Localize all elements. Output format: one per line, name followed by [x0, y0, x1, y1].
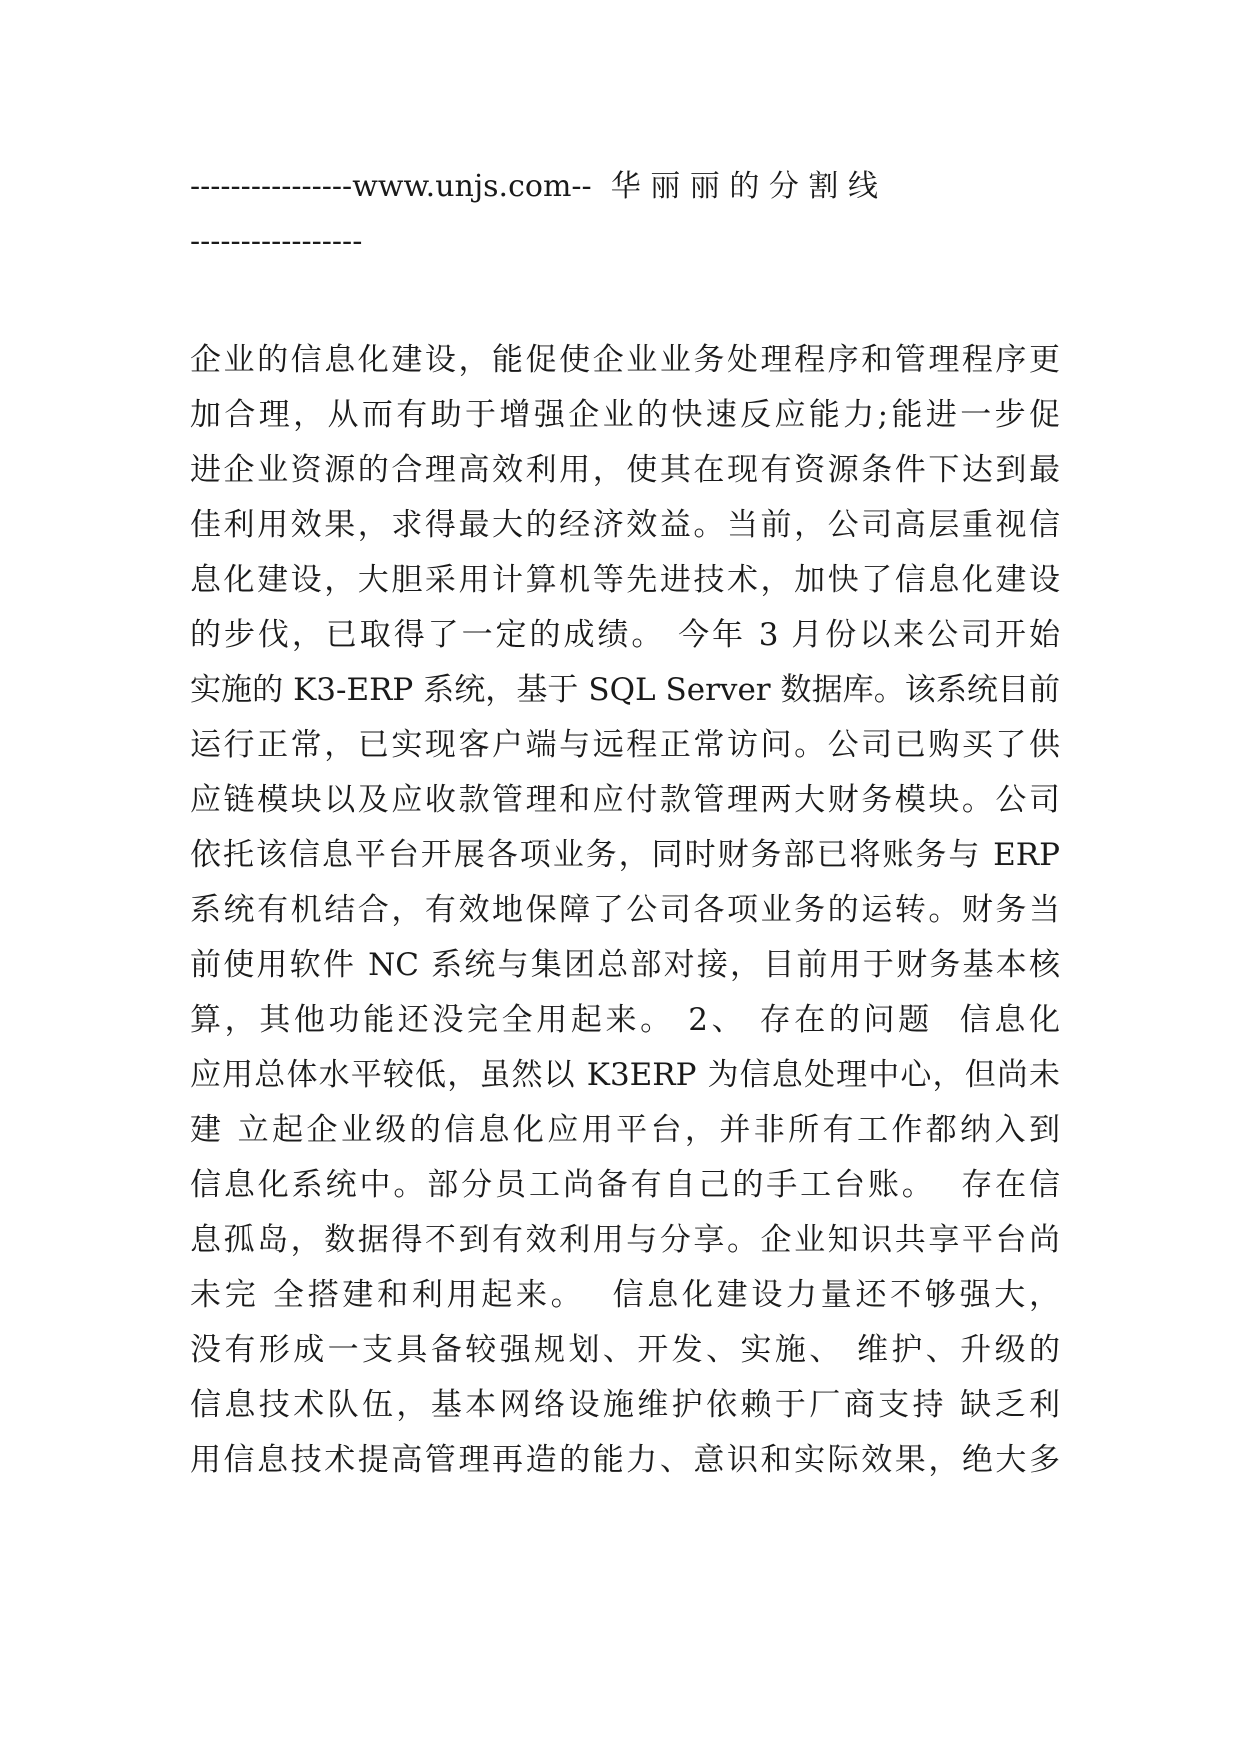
body-line: 运行正常，已实现客户端与远程正常访问。公司已购买了供 — [190, 727, 1060, 763]
body-line: 前使用软件 NC 系统与集团总部对接，目前用于财务基本核 — [190, 947, 1060, 983]
body-line: 企业的信息化建设，能促使企业业务处理程序和管理程序更 — [190, 342, 1060, 378]
body-line: 建 立起企业级的信息化应用平台，并非所有工作都纳入到 — [190, 1112, 1060, 1148]
body-line: 佳利用效果，求得最大的经济效益。当前，公司高层重视信 — [190, 507, 1060, 543]
body-line: 进企业资源的合理高效利用，使其在现有资源条件下达到最 — [190, 452, 1060, 488]
divider-line-2: ----------------- — [190, 224, 363, 259]
body-line: 系统有机结合，有效地保障了公司各项业务的运转。财务当 — [190, 892, 1060, 928]
body-line: 应链模块以及应收款管理和应付款管理两大财务模块。公司 — [190, 782, 1060, 818]
body-line: 未完 全搭建和利用起来。 信息化建设力量还不够强大， — [190, 1277, 1060, 1313]
body-line: 信息技术队伍，基本网络设施维护依赖于厂商支持 缺乏利 — [190, 1387, 1060, 1423]
body-line: 依托该信息平台开展各项业务，同时财务部已将账务与 ERP — [190, 837, 1060, 873]
body-line: 信息化系统中。部分员工尚备有自己的手工台账。 存在信 — [190, 1167, 1060, 1203]
body-line: 实施的 K3-ERP 系统，基于 SQL Server 数据库。该系统目前 — [190, 672, 1060, 708]
body-line: 的步伐，已取得了一定的成绩。 今年 3 月份以来公司开始 — [190, 617, 1060, 653]
body-line: 息孤岛，数据得不到有效利用与分享。企业知识共享平台尚 — [190, 1222, 1060, 1258]
body-line: 息化建设，大胆采用计算机等先进技术，加快了信息化建设 — [190, 562, 1060, 598]
body-line: 用信息技术提高管理再造的能力、意识和实际效果，绝大多 — [190, 1442, 1060, 1478]
body-line: 加合理，从而有助于增强企业的快速反应能力;能进一步促 — [190, 397, 1060, 433]
divider-line-1: ----------------www.unjs.com-- 华 丽 丽 的 分 割 线 — [190, 169, 878, 204]
body-line: 算，其他功能还没完全用起来。 2、 存在的问题 信息化 — [190, 1002, 1060, 1038]
body-line: 没有形成一支具备较强规划、开发、实施、 维护、升级的 — [190, 1332, 1060, 1368]
body-line: 应用总体水平较低，虽然以 K3ERP 为信息处理中心，但尚未 — [190, 1057, 1060, 1093]
